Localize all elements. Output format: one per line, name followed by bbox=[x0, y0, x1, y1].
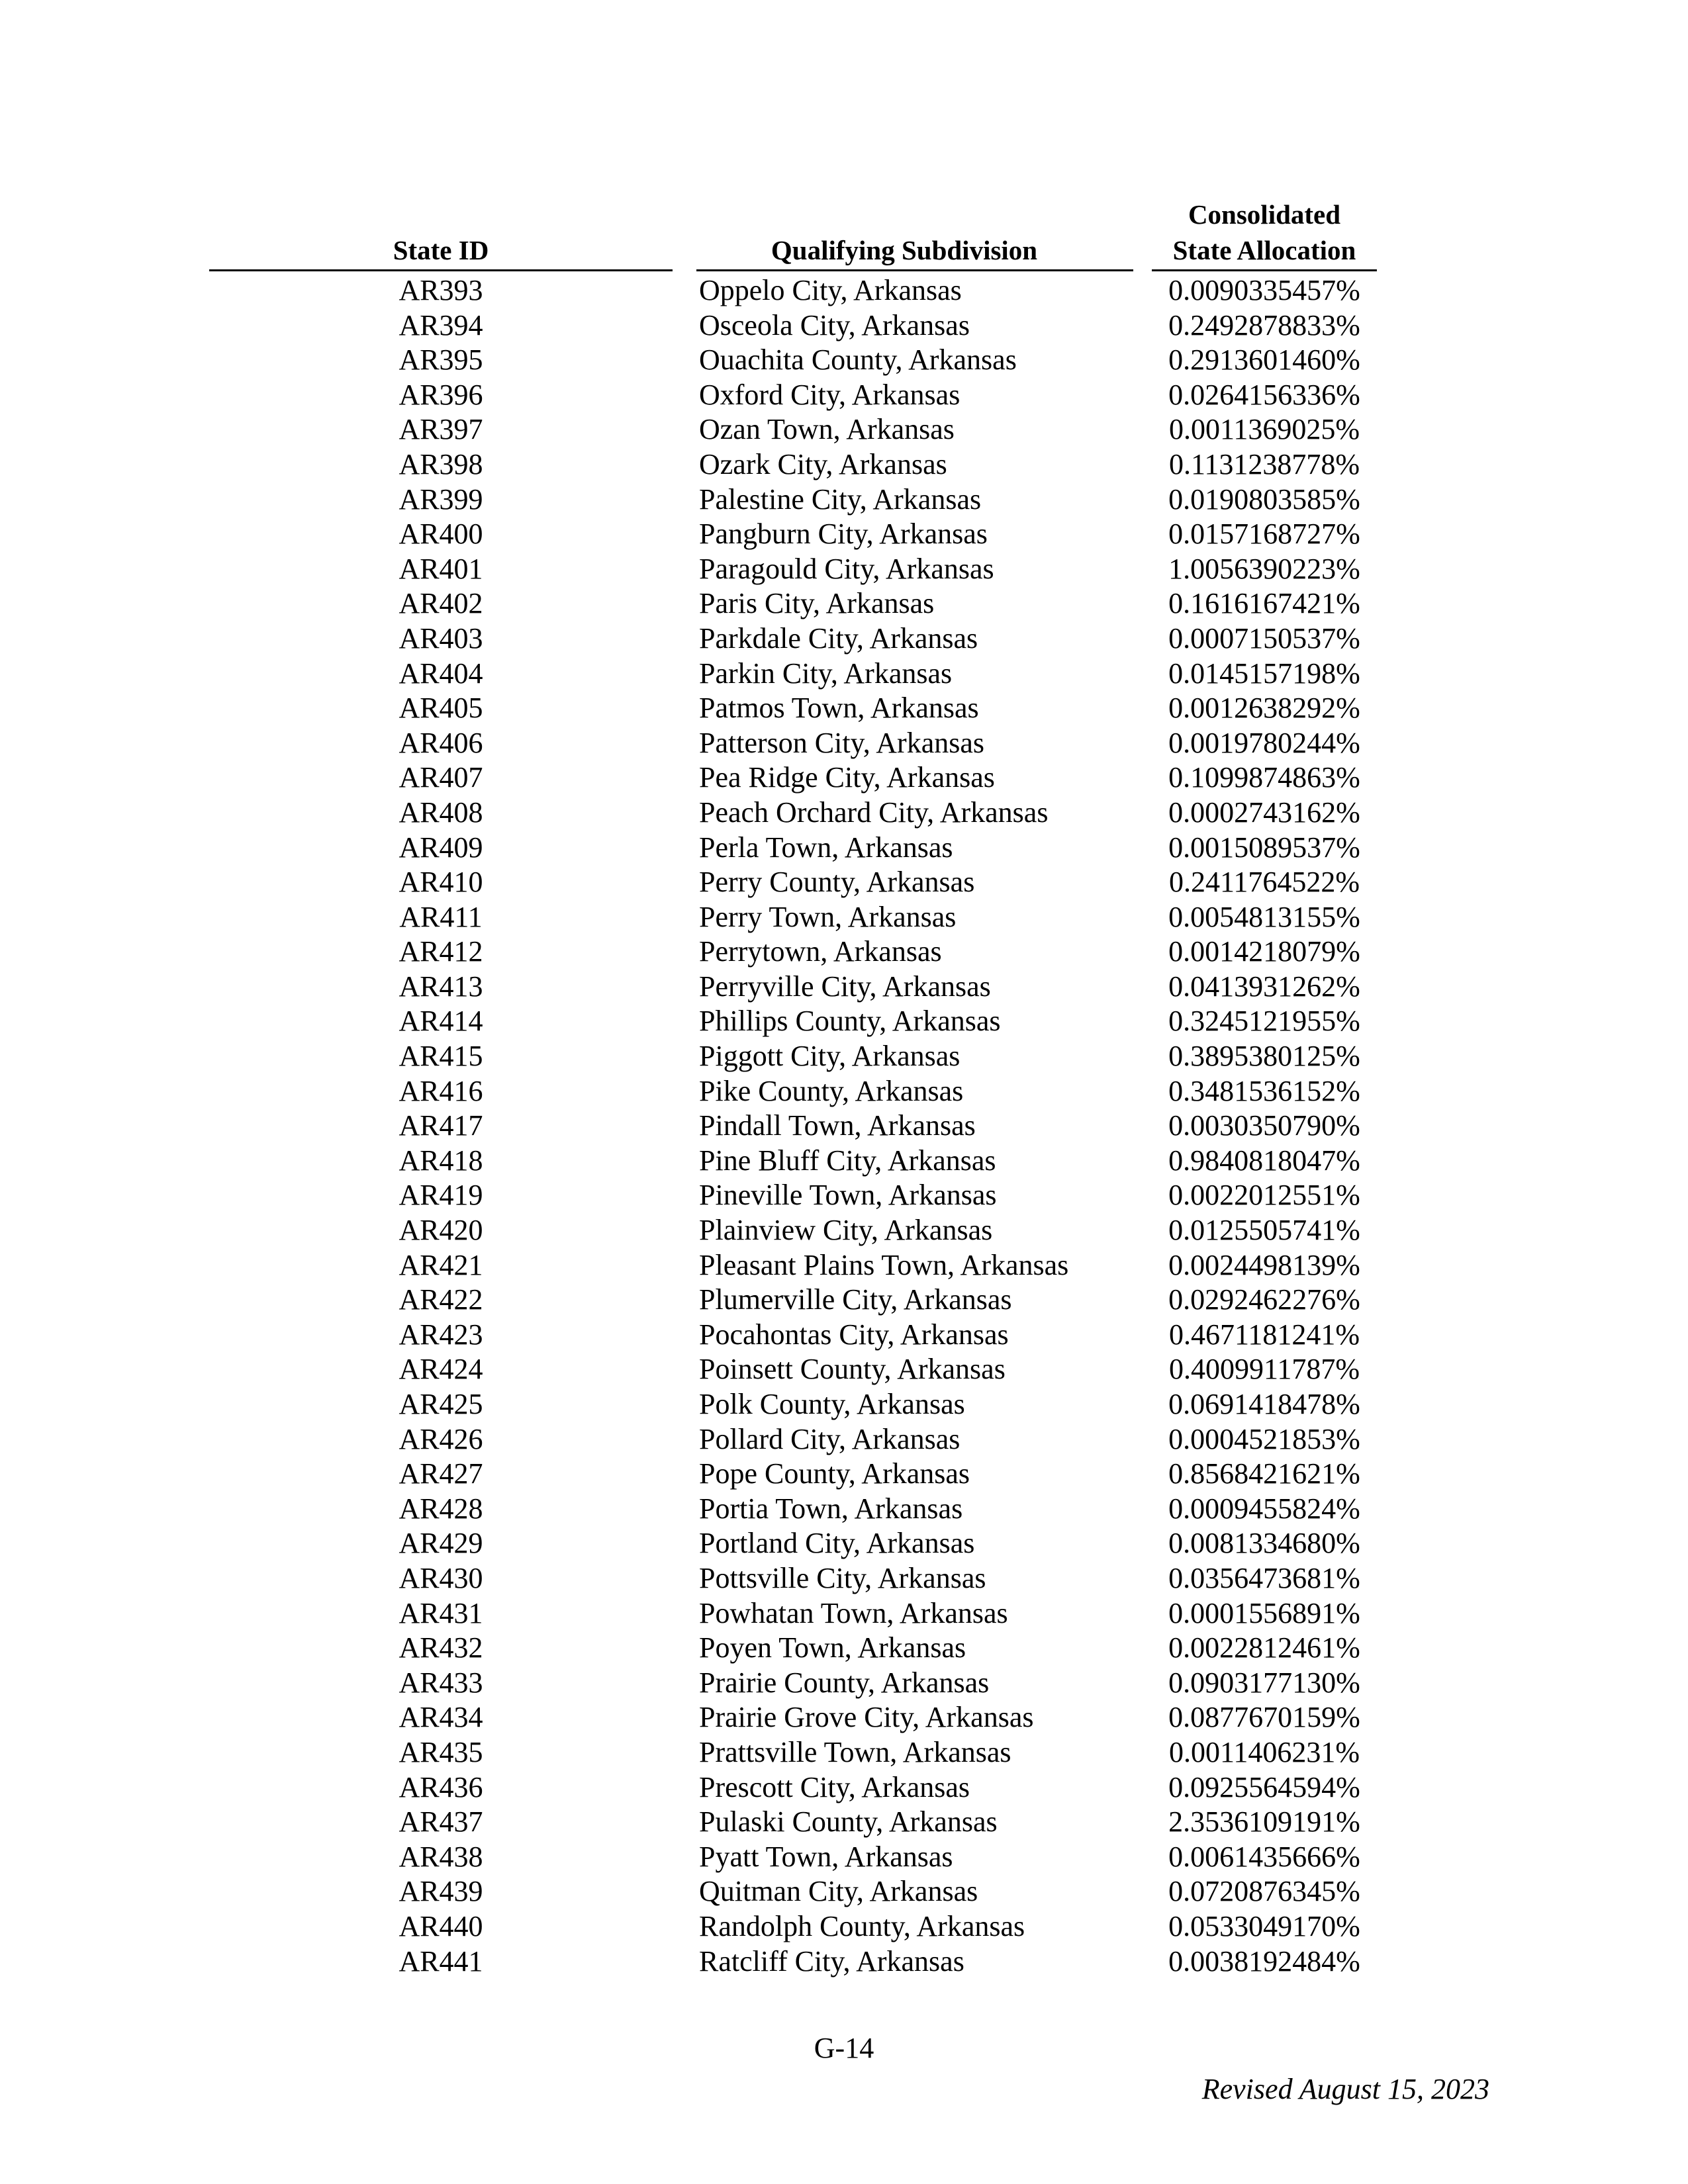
state-id-cell: AR441 bbox=[399, 1944, 483, 1978]
allocation-cell: 0.0022012551% bbox=[1168, 1179, 1360, 1212]
subdivision-cell: Powhatan Town, Arkansas bbox=[699, 1596, 1008, 1629]
allocation-cell: 0.0145157198% bbox=[1168, 657, 1360, 690]
state-id-cell: AR424 bbox=[399, 1353, 483, 1386]
allocation-cell: 0.0030350790% bbox=[1168, 1109, 1360, 1142]
allocation-cell: 0.0877670159% bbox=[1168, 1701, 1360, 1734]
subdivision-cell: Prairie Grove City, Arkansas bbox=[699, 1701, 1034, 1734]
allocation-cell: 0.3481536152% bbox=[1168, 1074, 1360, 1107]
state-id-cell: AR425 bbox=[399, 1388, 483, 1420]
table-row bbox=[0, 970, 1688, 1005]
subdivision-cell: Pineville Town, Arkansas bbox=[699, 1179, 997, 1212]
subdivision-cell: Pottsville City, Arkansas bbox=[699, 1561, 986, 1594]
subdivision-cell: Polk County, Arkansas bbox=[699, 1388, 965, 1420]
state-id-cell: AR431 bbox=[399, 1596, 483, 1629]
table-row bbox=[0, 831, 1688, 866]
allocation-cell: 0.8568421621% bbox=[1168, 1457, 1360, 1490]
state-id-cell: AR432 bbox=[399, 1631, 483, 1664]
allocation-cell: 0.2913601460% bbox=[1168, 343, 1360, 377]
state-id-cell: AR420 bbox=[399, 1214, 483, 1247]
table-row bbox=[0, 273, 1688, 308]
state-id-cell: AR404 bbox=[399, 657, 483, 690]
table-row bbox=[0, 900, 1688, 935]
state-id-cell: AR436 bbox=[399, 1770, 483, 1803]
table-row bbox=[0, 1874, 1688, 1909]
table-row bbox=[0, 865, 1688, 900]
table-row bbox=[0, 1596, 1688, 1631]
allocation-cell: 0.0157168727% bbox=[1168, 518, 1360, 551]
subdivision-cell: Portland City, Arkansas bbox=[699, 1527, 975, 1560]
allocation-cell: 1.0056390223% bbox=[1168, 552, 1360, 585]
subdivision-cell: Portia Town, Arkansas bbox=[699, 1492, 963, 1525]
subdivision-cell: Piggott City, Arkansas bbox=[699, 1040, 961, 1073]
subdivision-cell: Peach Orchard City, Arkansas bbox=[699, 796, 1049, 829]
allocation-cell: 0.0011406231% bbox=[1168, 1735, 1360, 1768]
table-row bbox=[0, 586, 1688, 621]
subdivision-cell: Oppelo City, Arkansas bbox=[699, 274, 962, 306]
table-row bbox=[0, 1735, 1688, 1770]
header-state-id: State ID bbox=[393, 235, 489, 265]
subdivision-cell: Pyatt Town, Arkansas bbox=[699, 1840, 953, 1873]
header-qualifying-subdivision: Qualifying Subdivision bbox=[771, 235, 1038, 265]
allocation-cell: 0.0925564594% bbox=[1168, 1770, 1360, 1803]
subdivision-cell: Parkin City, Arkansas bbox=[699, 657, 953, 690]
subdivision-cell: Phillips County, Arkansas bbox=[699, 1005, 1001, 1038]
allocation-cell: 0.4671181241% bbox=[1168, 1318, 1360, 1351]
allocation-cell: 0.0292462276% bbox=[1168, 1283, 1360, 1316]
state-id-cell: AR415 bbox=[399, 1040, 483, 1073]
state-id-cell: AR414 bbox=[399, 1005, 483, 1038]
table-row bbox=[0, 1109, 1688, 1144]
table-row bbox=[0, 934, 1688, 970]
subdivision-cell: Ozan Town, Arkansas bbox=[699, 413, 955, 446]
subdivision-cell: Paris City, Arkansas bbox=[699, 587, 935, 620]
header-rule-allocation bbox=[1152, 269, 1377, 271]
allocation-cell: 0.0720876345% bbox=[1168, 1875, 1360, 1908]
state-id-cell: AR411 bbox=[399, 900, 483, 933]
allocation-cell: 0.0022812461% bbox=[1168, 1631, 1360, 1664]
allocation-cell: 0.9840818047% bbox=[1168, 1144, 1360, 1177]
table-row bbox=[0, 1318, 1688, 1353]
allocation-cell: 0.1616167421% bbox=[1168, 587, 1360, 620]
state-id-cell: AR395 bbox=[399, 343, 483, 377]
table-row bbox=[0, 1248, 1688, 1283]
table-row bbox=[0, 621, 1688, 657]
table-row bbox=[0, 657, 1688, 692]
allocation-cell: 0.3895380125% bbox=[1168, 1040, 1360, 1073]
subdivision-cell: Pollard City, Arkansas bbox=[699, 1422, 961, 1455]
subdivision-cell: Oxford City, Arkansas bbox=[699, 378, 961, 411]
allocation-cell: 0.0004521853% bbox=[1168, 1422, 1360, 1455]
table-row bbox=[0, 1492, 1688, 1527]
allocation-cell: 0.0356473681% bbox=[1168, 1561, 1360, 1594]
state-id-cell: AR440 bbox=[399, 1909, 483, 1942]
allocation-cell: 0.0011369025% bbox=[1168, 413, 1360, 446]
table-row bbox=[0, 1561, 1688, 1596]
state-id-cell: AR429 bbox=[399, 1527, 483, 1560]
state-id-cell: AR413 bbox=[399, 970, 483, 1003]
table-row bbox=[0, 517, 1688, 552]
subdivision-cell: Poinsett County, Arkansas bbox=[699, 1353, 1006, 1386]
header-allocation-line2: State Allocation bbox=[1172, 235, 1356, 265]
state-id-cell: AR409 bbox=[399, 831, 483, 864]
subdivision-cell: Prescott City, Arkansas bbox=[699, 1770, 970, 1803]
state-id-cell: AR428 bbox=[399, 1492, 483, 1525]
table-row bbox=[0, 1840, 1688, 1875]
table-row bbox=[0, 1422, 1688, 1457]
subdivision-cell: Plumerville City, Arkansas bbox=[699, 1283, 1012, 1316]
allocation-cell: 0.0009455824% bbox=[1168, 1492, 1360, 1525]
state-id-cell: AR400 bbox=[399, 518, 483, 551]
allocation-cell: 0.4009911787% bbox=[1168, 1353, 1360, 1386]
allocation-cell: 0.0264156336% bbox=[1168, 378, 1360, 411]
state-id-cell: AR416 bbox=[399, 1074, 483, 1107]
allocation-cell: 0.0125505741% bbox=[1168, 1214, 1360, 1247]
table-row bbox=[0, 726, 1688, 761]
table-row bbox=[0, 1178, 1688, 1213]
state-id-cell: AR427 bbox=[399, 1457, 483, 1490]
subdivision-cell: Poyen Town, Arkansas bbox=[699, 1631, 966, 1664]
table-row bbox=[0, 1387, 1688, 1422]
allocation-cell: 0.0007150537% bbox=[1168, 621, 1360, 655]
allocation-cell: 0.0090335457% bbox=[1168, 274, 1360, 306]
table-row bbox=[0, 1526, 1688, 1561]
state-id-cell: AR399 bbox=[399, 482, 483, 516]
table-row bbox=[0, 691, 1688, 726]
subdivision-cell: Pangburn City, Arkansas bbox=[699, 518, 988, 551]
allocation-cell: 0.1131238778% bbox=[1168, 447, 1360, 480]
subdivision-cell: Perry Town, Arkansas bbox=[699, 900, 957, 933]
subdivision-cell: Randolph County, Arkansas bbox=[699, 1909, 1025, 1942]
state-id-cell: AR426 bbox=[399, 1422, 483, 1455]
revised-date: Revised August 15, 2023 bbox=[1201, 2073, 1489, 2105]
state-id-cell: AR439 bbox=[399, 1875, 483, 1908]
subdivision-cell: Prattsville Town, Arkansas bbox=[699, 1735, 1011, 1768]
subdivision-cell: Pine Bluff City, Arkansas bbox=[699, 1144, 996, 1177]
table-row bbox=[0, 1909, 1688, 1944]
state-id-cell: AR437 bbox=[399, 1805, 483, 1839]
table-row bbox=[0, 308, 1688, 343]
header-allocation-line1: Consolidated bbox=[1188, 199, 1341, 230]
subdivision-cell: Pocahontas City, Arkansas bbox=[699, 1318, 1009, 1351]
subdivision-cell: Palestine City, Arkansas bbox=[699, 482, 982, 516]
allocation-cell: 0.0061435666% bbox=[1168, 1840, 1360, 1873]
state-id-cell: AR398 bbox=[399, 447, 483, 480]
table-row bbox=[0, 378, 1688, 413]
page-number: G-14 bbox=[814, 2032, 874, 2064]
table-row bbox=[0, 552, 1688, 587]
table-row bbox=[0, 796, 1688, 831]
allocation-cell: 0.3245121955% bbox=[1168, 1005, 1360, 1038]
subdivision-cell: Quitman City, Arkansas bbox=[699, 1875, 978, 1908]
header-rule-state-id bbox=[209, 269, 673, 271]
allocation-cell: 0.0038192484% bbox=[1168, 1944, 1360, 1978]
subdivision-cell: Plainview City, Arkansas bbox=[699, 1214, 993, 1247]
allocation-cell: 0.0019780244% bbox=[1168, 726, 1360, 759]
subdivision-cell: Pindall Town, Arkansas bbox=[699, 1109, 976, 1142]
subdivision-cell: Osceola City, Arkansas bbox=[699, 308, 970, 341]
subdivision-cell: Perrytown, Arkansas bbox=[699, 935, 942, 968]
subdivision-cell: Patterson City, Arkansas bbox=[699, 726, 984, 759]
allocation-cell: 0.2492878833% bbox=[1168, 308, 1360, 341]
table-row bbox=[0, 1352, 1688, 1387]
table-row bbox=[0, 482, 1688, 518]
state-id-cell: AR433 bbox=[399, 1666, 483, 1699]
state-id-cell: AR423 bbox=[399, 1318, 483, 1351]
subdivision-cell: Pea Ridge City, Arkansas bbox=[699, 761, 995, 794]
allocation-cell: 2.3536109191% bbox=[1168, 1805, 1360, 1839]
state-id-cell: AR430 bbox=[399, 1561, 483, 1594]
table-row bbox=[0, 1805, 1688, 1840]
header-rule-subdivision bbox=[696, 269, 1133, 271]
subdivision-cell: Parkdale City, Arkansas bbox=[699, 621, 978, 655]
table-row bbox=[0, 1770, 1688, 1805]
table-row bbox=[0, 760, 1688, 796]
table-row bbox=[0, 343, 1688, 378]
state-id-cell: AR412 bbox=[399, 935, 483, 968]
allocation-table-body bbox=[0, 273, 1688, 1979]
state-id-cell: AR402 bbox=[399, 587, 483, 620]
subdivision-cell: Patmos Town, Arkansas bbox=[699, 692, 979, 725]
state-id-cell: AR435 bbox=[399, 1735, 483, 1768]
state-id-cell: AR406 bbox=[399, 726, 483, 759]
table-row bbox=[0, 1213, 1688, 1248]
allocation-cell: 0.1099874863% bbox=[1168, 761, 1360, 794]
table-row bbox=[0, 412, 1688, 447]
table-row bbox=[0, 1283, 1688, 1318]
state-id-cell: AR397 bbox=[399, 413, 483, 446]
subdivision-cell: Pleasant Plains Town, Arkansas bbox=[699, 1248, 1069, 1281]
table-row bbox=[0, 1631, 1688, 1666]
state-id-cell: AR419 bbox=[399, 1179, 483, 1212]
allocation-cell: 0.0001556891% bbox=[1168, 1596, 1360, 1629]
table-row bbox=[0, 1004, 1688, 1039]
header-consolidated-state-allocation bbox=[1152, 197, 1377, 268]
subdivision-cell: Ozark City, Arkansas bbox=[699, 447, 947, 480]
subdivision-cell: Pulaski County, Arkansas bbox=[699, 1805, 998, 1839]
allocation-cell: 0.0012638292% bbox=[1168, 692, 1360, 725]
table-row bbox=[0, 1457, 1688, 1492]
allocation-cell: 0.0413931262% bbox=[1168, 970, 1360, 1003]
allocation-cell: 0.0015089537% bbox=[1168, 831, 1360, 864]
allocation-cell: 0.0014218079% bbox=[1168, 935, 1360, 968]
subdivision-cell: Ratcliff City, Arkansas bbox=[699, 1944, 964, 1978]
state-id-cell: AR394 bbox=[399, 308, 483, 341]
subdivision-cell: Ouachita County, Arkansas bbox=[699, 343, 1017, 377]
table-row bbox=[0, 1039, 1688, 1074]
state-id-cell: AR393 bbox=[399, 274, 483, 306]
subdivision-cell: Perla Town, Arkansas bbox=[699, 831, 953, 864]
state-id-cell: AR422 bbox=[399, 1283, 483, 1316]
allocation-cell: 0.0024498139% bbox=[1168, 1248, 1360, 1281]
allocation-cell: 0.0533049170% bbox=[1168, 1909, 1360, 1942]
state-id-cell: AR434 bbox=[399, 1701, 483, 1734]
state-id-cell: AR417 bbox=[399, 1109, 483, 1142]
table-row bbox=[0, 1666, 1688, 1701]
subdivision-cell: Perry County, Arkansas bbox=[699, 866, 975, 899]
subdivision-cell: Perryville City, Arkansas bbox=[699, 970, 991, 1003]
state-id-cell: AR421 bbox=[399, 1248, 483, 1281]
allocation-cell: 0.2411764522% bbox=[1168, 866, 1360, 899]
allocation-cell: 0.0691418478% bbox=[1168, 1388, 1360, 1420]
table-row bbox=[0, 1144, 1688, 1179]
table-row bbox=[0, 1700, 1688, 1735]
state-id-cell: AR408 bbox=[399, 796, 483, 829]
allocation-cell: 0.0903177130% bbox=[1168, 1666, 1360, 1699]
state-id-cell: AR418 bbox=[399, 1144, 483, 1177]
subdivision-cell: Paragould City, Arkansas bbox=[699, 552, 994, 585]
allocation-cell: 0.0081334680% bbox=[1168, 1527, 1360, 1560]
allocation-cell: 0.0054813155% bbox=[1168, 900, 1360, 933]
subdivision-cell: Pope County, Arkansas bbox=[699, 1457, 970, 1490]
allocation-cell: 0.0190803585% bbox=[1168, 482, 1360, 516]
table-row bbox=[0, 447, 1688, 482]
state-id-cell: AR405 bbox=[399, 692, 483, 725]
allocation-cell: 0.0002743162% bbox=[1168, 796, 1360, 829]
state-id-cell: AR410 bbox=[399, 866, 483, 899]
subdivision-cell: Pike County, Arkansas bbox=[699, 1074, 964, 1107]
state-id-cell: AR407 bbox=[399, 761, 483, 794]
state-id-cell: AR396 bbox=[399, 378, 483, 411]
state-id-cell: AR403 bbox=[399, 621, 483, 655]
subdivision-cell: Prairie County, Arkansas bbox=[699, 1666, 990, 1699]
table-row bbox=[0, 1944, 1688, 1979]
table-row bbox=[0, 1074, 1688, 1109]
state-id-cell: AR438 bbox=[399, 1840, 483, 1873]
state-id-cell: AR401 bbox=[399, 552, 483, 585]
